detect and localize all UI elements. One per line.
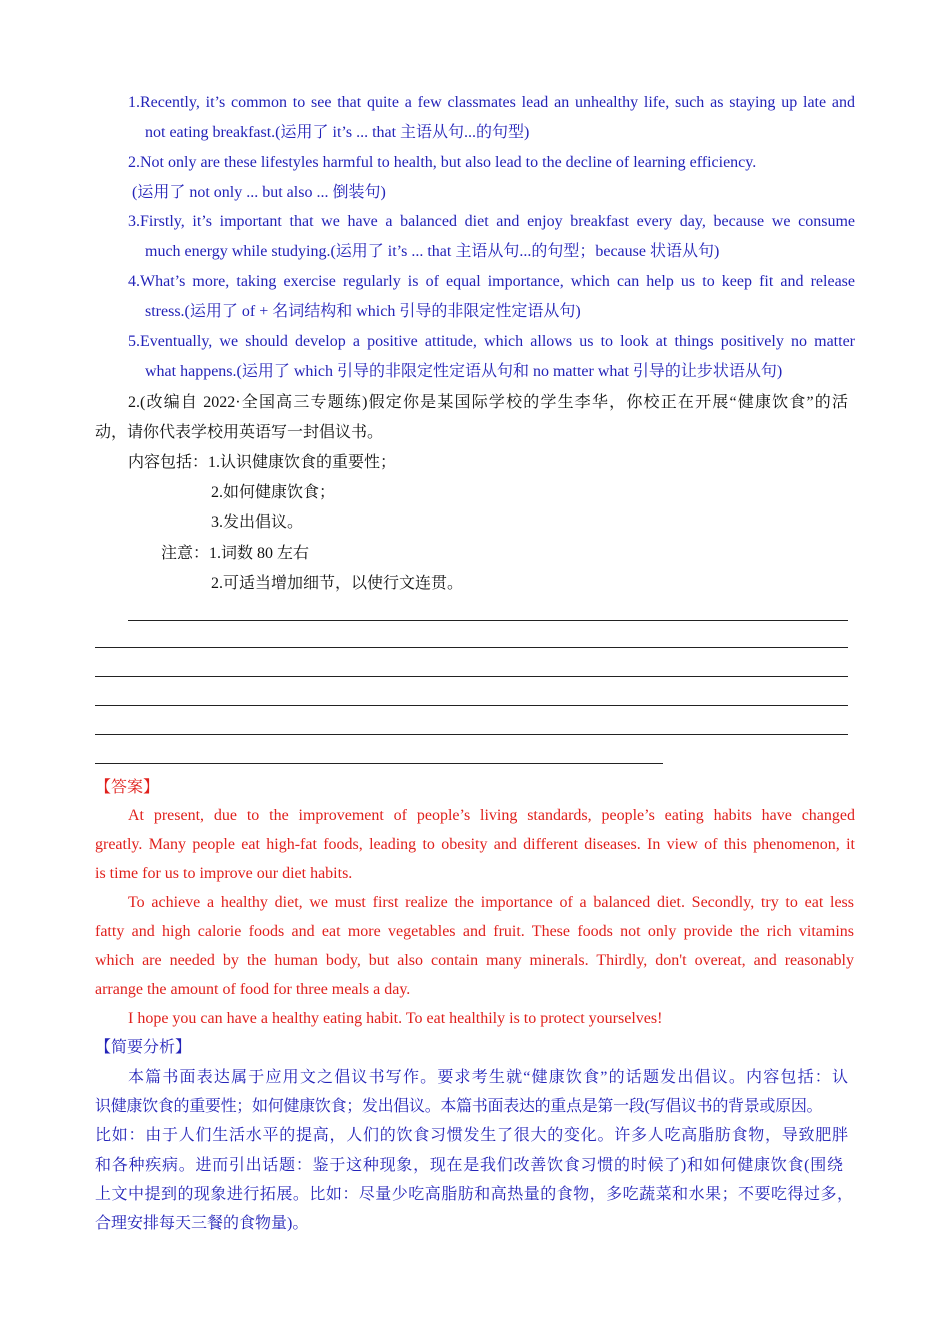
answer-writing-line <box>95 647 848 648</box>
content-requirement-1: 内容包括：1.认识健康饮食的重要性； <box>128 454 397 471</box>
content-requirement-2: 2.如何健康饮食； <box>211 484 336 501</box>
answer-p1-line-3: is time for us to improve our diet habits. <box>95 865 353 882</box>
analysis-line-3: 比如：由于人们生活水平的提高，人们的饮食习惯发生了很大的变化。许多人吃高脂肪食物，导致肥胖 <box>95 1127 848 1144</box>
tip-2-line-1: 2.Not only are these lifestyles harmful to health, but also lead to the decline of learning efficiency. <box>128 154 757 171</box>
analysis-heading: 【简要分析】 <box>95 1039 192 1056</box>
tip-3-line-1: 3.Firstly, it’s important that we have a balanced diet and enjoy breakfast every day, because we consume <box>128 213 855 230</box>
answer-p1-line-2: greatly. Many people eat high-fat foods, leading to obesity and different diseases. In view of this phenomenon, it <box>95 836 855 853</box>
answer-p3: I hope you can have a healthy eating habit. To eat healthily is to protect yourselves! <box>128 1010 663 1027</box>
content-requirement-3: 3.发出倡议。 <box>211 514 304 531</box>
tip-5-line-1: 5.Eventually, we should develop a positive attitude, which allows us to look at things positively no matter <box>128 333 855 350</box>
note-requirement-2: 2.可适当增加细节，以使行文连贯。 <box>211 575 464 592</box>
answer-p2-line-3: which are needed by the human body, but also contain many minerals. Thirdly, don't overeat, and reasonably <box>95 952 854 969</box>
answer-writing-line <box>95 705 848 706</box>
question-line-2: 动，请你代表学校用英语写一封倡议书。 <box>95 424 384 441</box>
tip-1-line-2: not eating breakfast.(运用了 it’s ... that 主语从句...的句型) <box>145 124 530 141</box>
note-requirement-1: 注意：1.词数 80 左右 <box>161 545 310 562</box>
analysis-line-1: 本篇书面表达属于应用文之倡议书写作。要求考生就“健康饮食”的话题发出倡议。内容包括：认 <box>128 1069 848 1086</box>
tip-2-line-2: (运用了 not only ... but also ... 倒装句) <box>132 184 386 201</box>
answer-p2-line-4: arrange the amount of food for three meals a day. <box>95 981 411 998</box>
analysis-line-2: 识健康饮食的重要性；如何健康饮食；发出倡议。本篇书面表达的重点是第一段(写倡议书的背景或原因。 <box>95 1098 823 1115</box>
analysis-line-6: 合理安排每天三餐的食物量)。 <box>95 1215 309 1232</box>
answer-writing-line <box>95 734 848 735</box>
answer-p1-line-1: At present, due to the improvement of people’s living standards, people’s eating habits have changed <box>128 807 855 824</box>
answer-p2-line-2: fatty and high calorie foods and eat more vegetables and fruit. These foods not only provide the rich vitamins <box>95 923 854 940</box>
tip-4-line-1: 4.What’s more, taking exercise regularly is of equal importance, which can help us to keep fit and release <box>128 273 855 290</box>
tip-5-line-2: what happens.(运用了 which 引导的非限定性定语从句和 no matter what 引导的让步状语从句) <box>145 363 783 380</box>
tip-3-line-2: much energy while studying.(运用了 it’s ... that 主语从句...的句型；because 状语从句) <box>145 243 720 260</box>
tip-4-line-2: stress.(运用了 of + 名词结构和 which 引导的非限定性定语从句) <box>145 303 581 320</box>
answer-writing-line <box>128 620 848 621</box>
tip-1-line-1: 1.Recently, it’s common to see that quite a few classmates lead an unhealthy life, such as staying up late and <box>128 94 855 111</box>
answer-writing-line <box>95 763 663 764</box>
question-line-1: 2.(改编自 2022·全国高三专题练)假定你是某国际学校的学生李华，你校正在开展“健康饮食”的活 <box>128 394 848 411</box>
analysis-line-5: 上文中提到的现象进行拓展。比如：尽量少吃高脂肪和高热量的食物，多吃蔬菜和水果；不要吃得过多， <box>95 1186 853 1203</box>
answer-writing-line <box>95 676 848 677</box>
answer-heading: 【答案】 <box>95 779 160 796</box>
answer-p2-line-1: To achieve a healthy diet, we must first realize the importance of a balanced diet. Secondly, try to eat less <box>128 894 854 911</box>
analysis-line-4: 和各种疾病。进而引出话题：鉴于这种现象，现在是我们改善饮食习惯的时候了)和如何健康饮食(围绕 <box>95 1157 843 1174</box>
